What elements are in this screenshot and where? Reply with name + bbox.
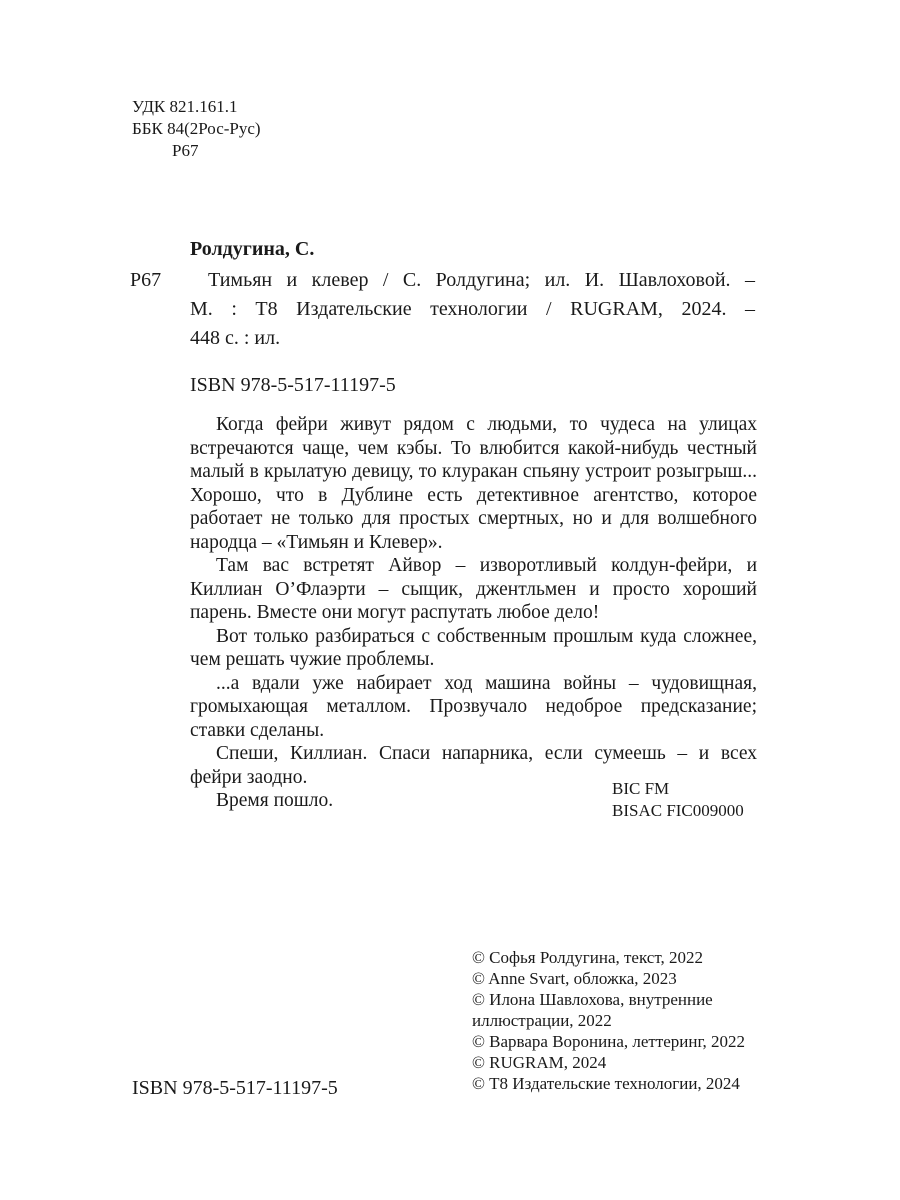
bic-code: BIC FM: [612, 779, 670, 798]
annotation-paragraph-4: ...а вдали уже набирает ход машина войны – чудовищная, громыхающая металлом. Прозвучало недоброе предсказание; ставки сделаны.: [190, 672, 757, 741]
copyright-text: © Софья Ролдугина, текст, 2022: [472, 948, 704, 967]
title-line-3: 448 с. : ил.: [190, 327, 281, 349]
classification-block: [132, 96, 261, 162]
annotation-paragraph-2: Там вас встретят Айвор – изворотливый колдун-фейри, и Киллиан О’Флаэрти – сыщик, джентльмен и просто хороший парень. Вместе они могут распутать любое дело!: [190, 555, 757, 623]
bibliographic-record: [190, 266, 755, 353]
annotation-paragraph-3: Вот только разбираться с собственным прошлым куда сложнее, чем решать чужие проблемы.: [190, 625, 757, 670]
title-line-2: М. : Т8 Издательские технологии / RUGRAM, 2024. –: [190, 298, 755, 320]
annotation-paragraph-5: Спеши, Киллиан. Спаси напарника, если сумеешь – и всех фейри заодно.: [190, 743, 757, 788]
annotation-paragraph-1: Когда фейри живут рядом с людьми, то чудеса на улицах встречаются чаще, чем кэбы. То влюбится какой-нибудь честный малый в крылатую девицу, то клуракан спьяну устроит розыгрыш... Хорошо, что в Дублине есть детективное агентство, которое работает не только для простых смертных, но и для волшебного народца – «Тимьян и Клевер».: [190, 414, 757, 553]
bisac-code: BISAC FIC009000: [612, 801, 744, 820]
copyright-lettering: © Варвара Воронина, леттеринг, 2022: [472, 1032, 746, 1051]
bbk-code: ББК 84(2Рос-Рус): [132, 119, 261, 138]
annotation-paragraph-6: Время пошло.: [216, 790, 334, 811]
copyright-block: [472, 947, 772, 1094]
annotation: [190, 413, 757, 813]
copyright-publisher: © Т8 Издательские технологии, 2024: [472, 1074, 740, 1093]
isbn-record: ISBN 978-5-517-11197-5: [190, 374, 396, 396]
title-line-1: Тимьян и клевер / С. Ролдугина; ил. И. Шавлоховой. –: [208, 269, 755, 291]
author-mark: Р67: [172, 141, 199, 160]
copyright-cover: © Anne Svart, обложка, 2023: [472, 969, 677, 988]
udk-code: УДК 821.161.1: [132, 97, 238, 116]
copyright-illustrations: © Илона Шавлохова, внутренние: [472, 990, 713, 1009]
copyright-illustrations-cont: иллюстрации, 2022: [472, 1011, 612, 1030]
copyright-rugram: © RUGRAM, 2024: [472, 1053, 607, 1072]
footer-isbn: ISBN 978-5-517-11197-5: [132, 1077, 338, 1099]
subject-codes: [612, 778, 744, 822]
author-code: Р67: [130, 269, 162, 291]
author-name: Ролдугина, С.: [190, 238, 315, 260]
